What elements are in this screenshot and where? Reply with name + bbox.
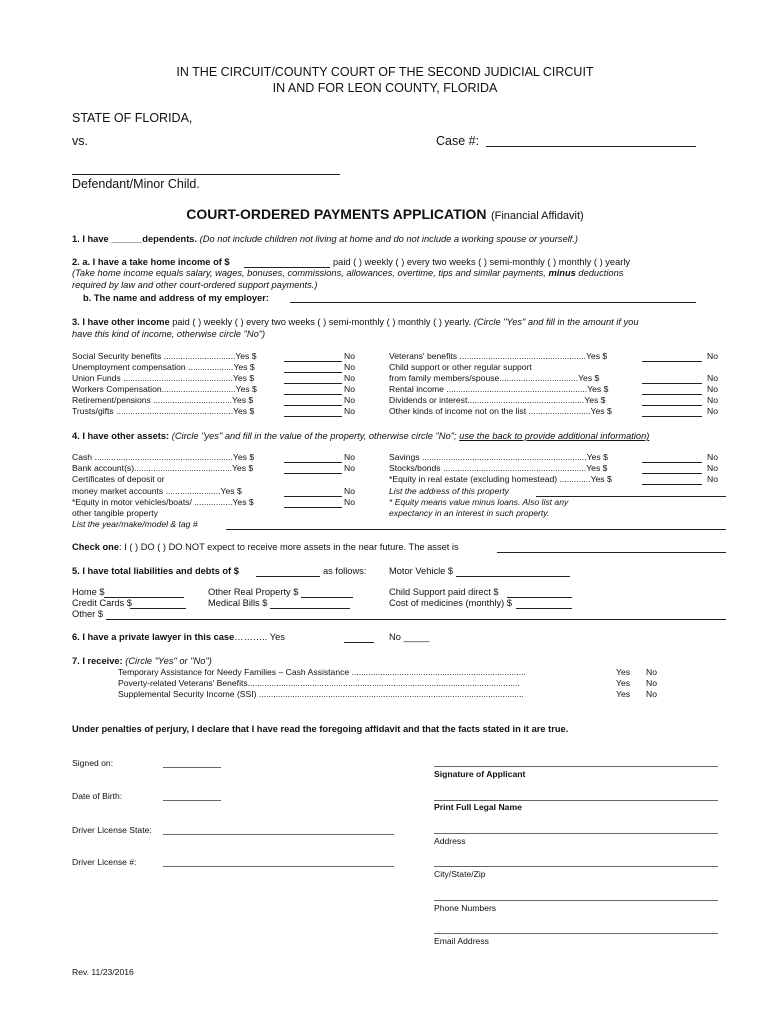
amount-field[interactable]	[642, 361, 702, 362]
no-option[interactable]: No	[707, 384, 718, 394]
amount-field[interactable]	[642, 473, 702, 474]
other-debt-field[interactable]	[106, 619, 726, 620]
q3-note1: (Circle "Yes" and fill in the amount if you	[473, 317, 639, 327]
child-support-debt-field[interactable]	[507, 597, 572, 598]
no-option[interactable]: No	[344, 362, 355, 372]
income-retirement: Retirement/pensions .................................Yes $	[72, 395, 254, 405]
amount-field[interactable]	[642, 484, 702, 485]
asset-money-market: money market accounts .......................Yes $	[72, 486, 242, 496]
medical-bills-field[interactable]	[270, 608, 350, 609]
debt-medical-bills: Medical Bills $	[208, 598, 268, 608]
form-title	[0, 207, 770, 223]
court-header-line1: IN THE CIRCUIT/COUNTY COURT OF THE SECOND JUDICIAL CIRCUIT	[176, 65, 594, 79]
amount-field[interactable]	[284, 473, 342, 474]
signed-on-label: Signed on:	[72, 758, 114, 768]
email-field[interactable]	[434, 933, 718, 934]
amount-field[interactable]	[642, 416, 702, 417]
q2-employer-label: b. The name and address of my employer:	[83, 293, 269, 303]
amount-field[interactable]	[284, 507, 342, 508]
q6-yes: ……….. Yes	[234, 632, 285, 642]
no-option[interactable]: No	[707, 474, 718, 484]
amount-field[interactable]	[642, 394, 702, 395]
no-option[interactable]: No	[646, 667, 657, 677]
q6-no: No _____	[389, 632, 430, 642]
amount-field[interactable]	[642, 405, 702, 406]
lawyer-yes-field[interactable]	[344, 642, 374, 643]
dl-number-label: Driver License #:	[72, 857, 137, 867]
no-option[interactable]: No	[344, 351, 355, 361]
signed-on-field[interactable]	[163, 767, 221, 768]
motor-vehicle-debt-field[interactable]	[456, 576, 570, 577]
q4-note-underlined: use the back to provide additional information)	[459, 431, 650, 441]
question-1	[72, 235, 578, 244]
asset-list-vehicle: List the year/make/model & tag #	[72, 519, 198, 529]
city-state-zip-label: City/State/Zip	[434, 869, 486, 879]
asset-stocks-bonds: Stocks/bonds ............................................................Yes $	[389, 463, 608, 473]
q2-note-text: (Take home income equals salary, wages, bonuses, commissions, allowances, overtime, tips and similar payments,	[72, 268, 546, 278]
employer-field[interactable]	[290, 302, 696, 303]
q1-note: (Do not include children not living at home and do not include a working spouse or yourself.)	[199, 234, 578, 244]
case-number-label: Case #:	[436, 134, 480, 148]
applicant-signature-field[interactable]	[434, 766, 718, 767]
amount-field[interactable]	[284, 383, 342, 384]
debt-child-support: Child Support paid direct $	[389, 587, 499, 597]
dl-number-field[interactable]	[163, 866, 394, 867]
check-one-label: Check one	[72, 542, 120, 552]
revision-date: Rev. 11/23/2016	[72, 967, 134, 977]
asset-cash: Cash ..........................................................Yes $	[72, 452, 255, 462]
yes-option[interactable]: Yes	[616, 678, 631, 688]
email-label: Email Address	[434, 936, 489, 946]
medicine-cost-field[interactable]	[516, 608, 572, 609]
no-option[interactable]: No	[344, 373, 355, 383]
print-name-field[interactable]	[434, 800, 718, 801]
dl-state-label: Driver License State:	[72, 825, 152, 835]
q5-lead: 5. I have total liabilities and debts of $	[72, 566, 239, 576]
q5-as-follows: as follows:	[323, 566, 367, 576]
income-unemployment: Unemployment compensation ...................Yes $	[72, 362, 255, 372]
no-option[interactable]: No	[344, 406, 355, 416]
equity-note-line2: expectancy in an interest in such property.	[389, 508, 550, 518]
form-title-main: COURT-ORDERED PAYMENTS APPLICATION	[186, 206, 487, 222]
question-3	[72, 318, 639, 327]
income-other: Other kinds of income not on the list ..........................Yes $	[389, 406, 612, 416]
state-of-florida: STATE OF FLORIDA,	[72, 111, 193, 125]
vs-label: vs.	[72, 134, 88, 148]
asset-bank-accounts: Bank account(s).........................................Yes $	[72, 463, 254, 473]
city-state-zip-field[interactable]	[434, 866, 718, 867]
amount-field[interactable]	[284, 394, 342, 395]
debt-real-property: Other Real Property $	[208, 587, 299, 597]
amount-field[interactable]	[642, 383, 702, 384]
asset-tangible-property: other tangible property	[72, 508, 158, 518]
question-7	[72, 657, 212, 666]
q2-frequency: paid ( ) weekly ( ) every two weeks ( ) semi-monthly ( ) monthly ( ) yearly	[333, 257, 631, 267]
q6-lead: 6. I have a private lawyer in this case	[72, 632, 235, 642]
q2-minus: minus	[548, 268, 576, 278]
amount-field[interactable]	[284, 496, 342, 497]
income-veterans: Veterans' benefits .....................................................Yes $	[389, 351, 608, 361]
income-dividends: Dividends or interest.................................................Yes $	[389, 395, 606, 405]
q3-frequency: paid ( ) weekly ( ) every two weeks ( ) semi-monthly ( ) monthly ( ) yearly.	[172, 317, 472, 327]
no-option[interactable]: No	[707, 406, 718, 416]
check-one	[72, 543, 459, 552]
q4-lead: 4. I have other assets:	[72, 431, 170, 441]
income-rental: Rental income ...........................................................Yes $	[389, 384, 609, 394]
q2-deductions: deductions	[578, 268, 624, 278]
court-header-line2: IN AND FOR LEON COUNTY, FLORIDA	[272, 81, 498, 95]
phone-field[interactable]	[434, 900, 718, 901]
asset-savings: Savings .....................................................................Yes $	[389, 452, 608, 462]
debt-other: Other $	[72, 609, 104, 619]
q7-note: (Circle "Yes" or "No")	[125, 656, 212, 666]
q3-note2: have this kind of income, otherwise circle "No")	[72, 329, 266, 339]
no-option[interactable]: No	[707, 452, 718, 462]
phone-label: Phone Numbers	[434, 903, 497, 913]
address-label: Address	[434, 836, 466, 846]
yes-option[interactable]: Yes	[616, 667, 631, 677]
no-option[interactable]: No	[646, 678, 657, 688]
no-option[interactable]: No	[707, 351, 718, 361]
receive-veterans: Poverty-related Veterans' Benefits..................................................................................................................	[118, 679, 520, 688]
debt-home: Home $	[72, 587, 105, 597]
form-title-sub: (Financial Affidavit)	[490, 210, 584, 222]
amount-field[interactable]	[642, 462, 702, 463]
defendant-label: Defendant/Minor Child.	[72, 177, 200, 191]
no-option[interactable]: No	[344, 463, 355, 473]
defendant-name-field[interactable]	[72, 174, 340, 175]
q7-lead: 7. I receive:	[72, 656, 123, 666]
dl-state-field[interactable]	[163, 834, 394, 835]
q2-lead: 2. a. I have a take home income of $	[72, 257, 230, 267]
credit-card-debt-field[interactable]	[130, 608, 186, 609]
q4-note: (Circle "yes" and fill in the value of the property, otherwise circle "No";	[171, 431, 457, 441]
income-social-security: Social Security benefits ..............................Yes $	[72, 351, 257, 361]
asset-property-address: List the address of this property	[389, 486, 509, 496]
case-number-field[interactable]	[486, 146, 696, 147]
q1-lead: 1. I have ______dependents.	[72, 234, 198, 244]
question-4	[72, 432, 649, 441]
amount-field[interactable]	[284, 361, 342, 362]
amount-field[interactable]	[284, 462, 342, 463]
debt-motor-vehicle: Motor Vehicle $	[389, 566, 454, 576]
no-option[interactable]: No	[344, 497, 355, 507]
yes-option[interactable]: Yes	[616, 689, 631, 699]
no-option[interactable]: No	[646, 689, 657, 699]
vehicle-tag-field[interactable]	[226, 529, 726, 530]
asset-certificates: Certificates of deposit or	[72, 474, 165, 484]
equity-note-line1: * Equity means value minus loans. Also list any	[389, 497, 569, 507]
asset-motor-vehicles: *Equity in motor vehicles/boats/ ................Yes $	[72, 497, 254, 507]
dob-label: Date of Birth:	[72, 791, 123, 801]
dob-field[interactable]	[163, 800, 221, 801]
address-field[interactable]	[434, 833, 718, 834]
real-property-debt-field[interactable]	[301, 597, 353, 598]
no-option[interactable]: No	[344, 452, 355, 462]
check-one-text: : I ( ) DO ( ) DO NOT expect to receive more assets in the near future. The asset is	[119, 542, 459, 552]
receive-ssi: Supplemental Security Income (SSI) ...............................................................................................................	[118, 690, 524, 699]
q3-lead: 3. I have other income	[72, 317, 170, 327]
q2-note-line2: required by law and other court-ordered support payments.)	[72, 280, 318, 290]
total-debts-field[interactable]	[256, 576, 320, 577]
income-union-funds: Union Funds ..............................................Yes $	[72, 373, 255, 383]
receive-tanf: Temporary Assistance for Needy Families – Cash Assistance .........................................................................	[118, 668, 526, 677]
income-child-support: Child support or other regular support	[389, 362, 532, 372]
amount-field[interactable]	[284, 372, 342, 373]
income-trusts-gifts: Trusts/gifts .................................................Yes $	[72, 406, 255, 416]
debt-credit-cards: Credit Cards $	[72, 598, 132, 608]
property-address-field[interactable]	[536, 496, 726, 497]
no-option[interactable]: No	[707, 463, 718, 473]
q2-note-line1	[72, 269, 623, 278]
question-6	[72, 633, 285, 642]
amount-field[interactable]	[284, 405, 342, 406]
asset-real-estate: *Equity in real estate (excluding homestead) .............Yes $	[389, 474, 612, 484]
no-option[interactable]: No	[707, 395, 718, 405]
debt-medicines: Cost of medicines (monthly) $	[389, 598, 512, 608]
income-workers-comp: Workers Compensation...............................Yes $	[72, 384, 257, 394]
print-full-legal-name: Print Full Legal Name	[434, 802, 522, 812]
signature-of-applicant: Signature of Applicant	[434, 769, 526, 779]
amount-field[interactable]	[284, 416, 342, 417]
no-option[interactable]: No	[707, 373, 718, 383]
no-option[interactable]: No	[344, 384, 355, 394]
no-option[interactable]: No	[344, 486, 355, 496]
perjury-statement: Under penalties of perjury, I declare that I have read the foregoing affidavit and that the facts stated in it are true.	[72, 724, 569, 734]
future-asset-field[interactable]	[497, 552, 726, 553]
income-family-spouse: from family members/spouse.................................Yes $	[389, 373, 600, 383]
no-option[interactable]: No	[344, 395, 355, 405]
